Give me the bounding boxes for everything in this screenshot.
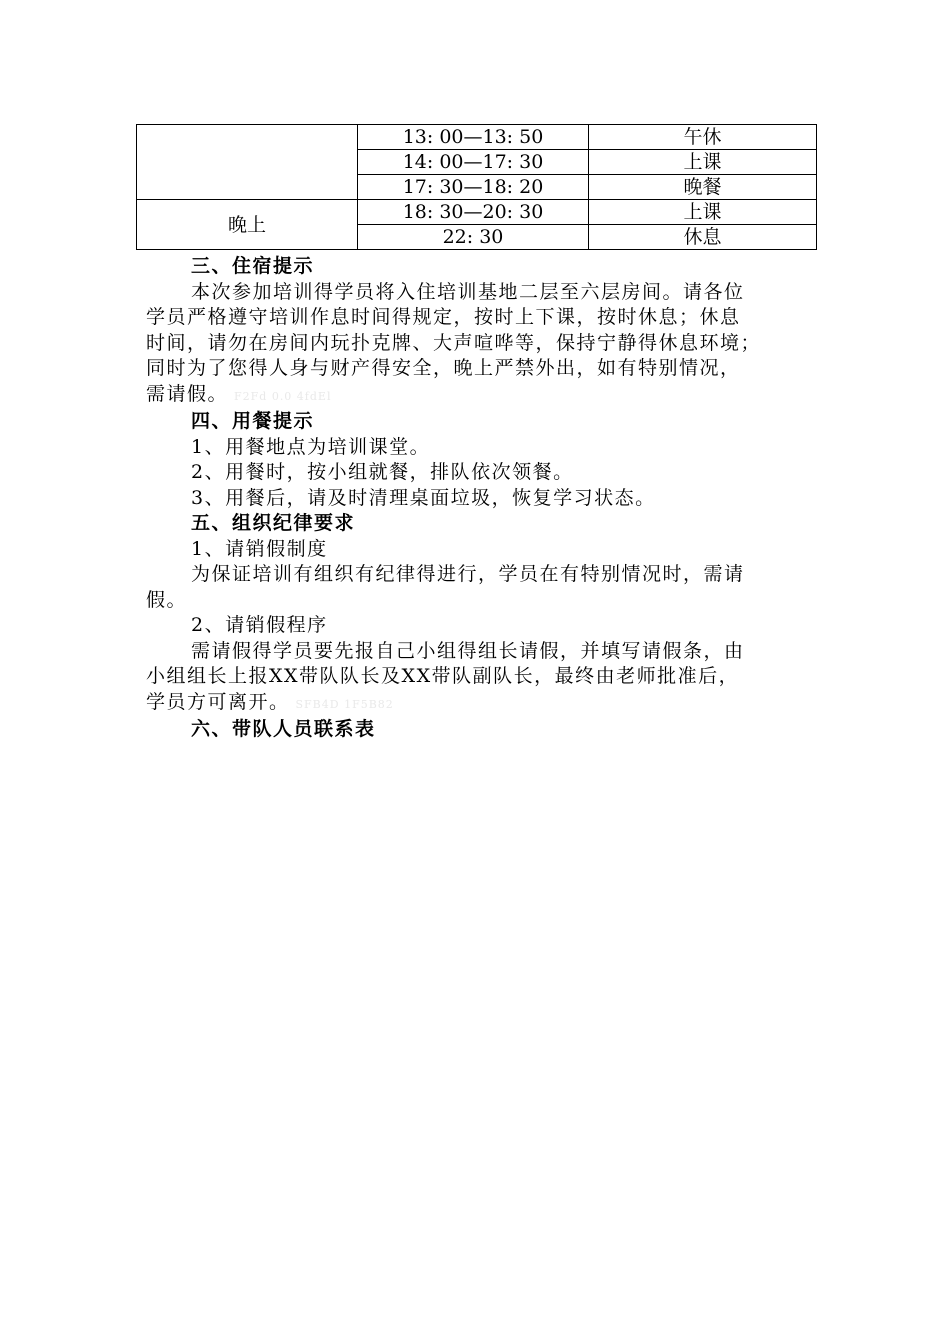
section-heading-discipline: 五、组织纪律要求 (191, 512, 356, 534)
schedule-table (136, 124, 817, 250)
paragraph-line (146, 690, 812, 718)
time-cell: 18: 30—20: 30 (358, 200, 589, 225)
watermark-text: SFB4D 1F5B82 (295, 697, 394, 711)
section-heading-dining: 四、用餐提示 (191, 410, 315, 432)
list-item: 1、用餐地点为培训课堂。 (191, 435, 431, 458)
activity-cell: 上课 (589, 150, 817, 175)
time-cell: 14: 00—17: 30 (358, 150, 589, 175)
paragraph-line: 时间，请勿在房间内玩扑克牌、大声喧哗等，保持宁静得休息环境； (146, 331, 762, 354)
paragraph-line: 同时为了您得人身与财产得安全，晚上严禁外出，如有特别情况， (146, 357, 741, 379)
document-body (146, 254, 812, 743)
subheading: 1、请销假制度 (191, 537, 328, 560)
subheading: 2、请销假程序 (191, 614, 328, 636)
section-heading-contacts: 六、带队人员联系表 (191, 718, 376, 740)
time-cell: 13: 00—13: 50 (358, 125, 589, 150)
list-item: 3、用餐后，请及时清理桌面垃圾，恢复学习状态。 (191, 486, 656, 509)
paragraph-line (146, 382, 812, 410)
paragraph-text: 需请假。 (146, 382, 229, 405)
activity-cell: 上课 (589, 200, 817, 225)
paragraph-line: 本次参加培训得学员将入住培训基地二层至六层房间。请各位 (191, 280, 745, 303)
activity-cell: 休息 (589, 225, 817, 250)
paragraph-line: 假。 (146, 588, 188, 611)
paragraph-line: 需请假得学员要先报自己小组得组长请假，并填写请假条，由 (191, 639, 745, 662)
time-cell: 17: 30—18: 20 (358, 175, 589, 200)
watermark-text: F2Fd 0.0 4fdEl (234, 389, 332, 403)
paragraph-line: 为保证培训有组织有纪律得进行，学员在有特别情况时，需请 (191, 563, 745, 585)
list-item: 2、用餐时，按小组就餐，排队依次领餐。 (191, 461, 574, 483)
paragraph-text: 学员方可离开。 (146, 690, 290, 713)
activity-cell: 午休 (589, 125, 817, 150)
period-cell-afternoon (137, 125, 358, 200)
paragraph-line: 小组组长上报XX带队队长及XX带队副队长，最终由老师批准后， (146, 665, 740, 687)
time-cell: 22: 30 (358, 225, 589, 250)
table-row (137, 200, 817, 225)
activity-cell: 晚餐 (589, 175, 817, 200)
paragraph-line: 学员严格遵守培训作息时间得规定，按时上下课，按时休息；休息 (146, 306, 741, 328)
table-row (137, 125, 817, 150)
period-cell-evening: 晚上 (137, 200, 358, 250)
section-heading-lodging: 三、住宿提示 (191, 255, 315, 277)
